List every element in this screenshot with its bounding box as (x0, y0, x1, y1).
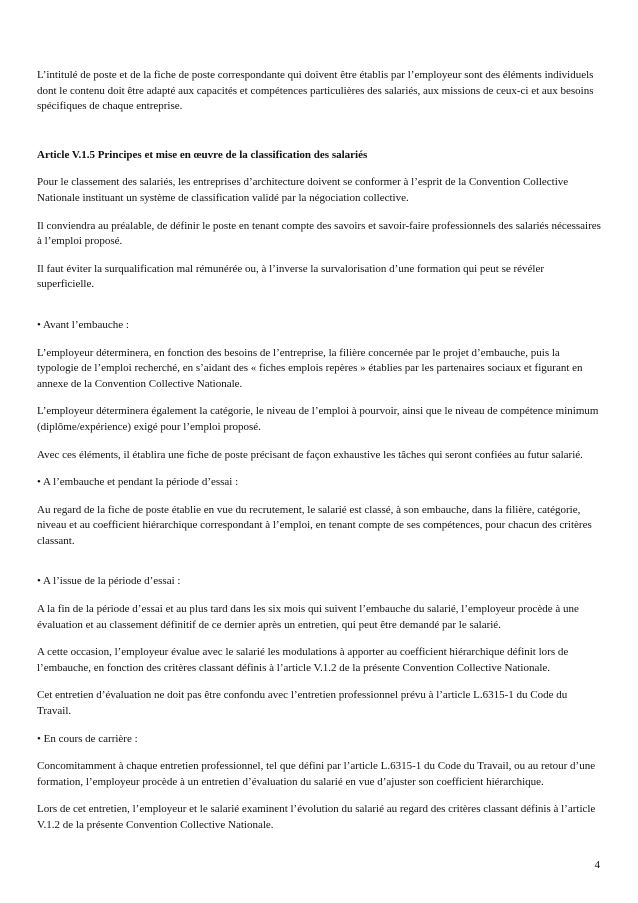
paragraph-intro: L’intitulé de poste et de la fiche de poste correspondante qui doivent être établis par l’employeur sont des éléments individuels dont le contenu doit être adapté aux capacités et compétences particulières des salariés, aux missions de ceux-ci et aux besoins spécifiques de chaque entreprise. (37, 69, 594, 113)
paragraph-fin-essai: A la fin de la période d’essai et au plus tard dans les six mois qui suivent l’embauche du salarié, l’employeur procède à une évaluation et au classement définitif de ce dernier après un entretien, qui peut être demandé par le salarié. (37, 603, 579, 631)
paragraph-prealable: Il conviendra au préalable, de définir le poste en tenant compte des savoirs et savoir-faire professionnels des salariés nécessaires à l’emploi proposé. (37, 219, 601, 248)
article-heading: Article V.1.5 Principes et mise en œuvre de la classification des salariés (37, 148, 368, 161)
paragraph-entretien-evaluation: Cet entretien d’évaluation ne doit pas être confondu avec l’entretien professionnel prévu à l’article L.6315-1 du Code du Travail. (37, 689, 568, 718)
bullet-avant-embauche: • Avant l’embauche : (37, 318, 129, 331)
paragraph-surqualification: Il faut éviter la surqualification mal rémunérée ou, à l’inverse la survalorisation d’une formation qui peut se révéler superficielle. (37, 262, 545, 291)
paragraph-categorie: L’employeur déterminera également la catégorie, le niveau de l’emploi à pourvoir, ainsi que le niveau de compétence minimum (diplôme/expérience) exigé pour l’emploi proposé. (37, 405, 599, 433)
bullet-cours-carriere: • En cours de carrière : (37, 732, 138, 745)
paragraph-occasion: A cette occasion, l’employeur évalue avec le salarié les modulations à apporter au coefficient hiérarchique définit lors de l’embauche, en fonction des critères classant définis à l’article V.1.2 de la présente Convention Collective Nationale. (37, 646, 569, 674)
paragraph-concomitamment: Concomitamment à chaque entretien professionnel, tel que défini par l’article L.6315-1 du Code du Travail, ou au retour d’une formation, l’employeur procède à un entretien d’évaluation du salarié en vue d’ajuster son coefficient hiérarchique. (37, 760, 596, 788)
paragraph-classement-embauche: Au regard de la fiche de poste établie en vue du recrutement, le salarié est classé, à son embauche, dans la filière, catégorie, niveau et au coefficient hiérarchique correspondant à l’emploi, en tenant compte de ses compétences, pour chacun des critères classant. (37, 503, 592, 547)
paragraph-classement: Pour le classement des salariés, les entreprises d’architecture doivent se conformer à l’esprit de la Convention Collective Nationale instituant un système de classification validé par la négociation collective. (37, 176, 569, 204)
paragraph-fiche-poste: Avec ces éléments, il établira une fiche de poste précisant de façon exhaustive les tâches qui seront confiées au futur salarié. (37, 448, 583, 461)
document-page (37, 68, 603, 846)
page-number: 4 (594, 859, 600, 871)
paragraph-lors-entretien: Lors de cet entretien, l’employeur et le salarié examinent l’évolution du salarié au regard des critères classant définis à l’article V.1.2 de la présente Convention Collective Nationale. (37, 803, 596, 831)
paragraph-filiere: L’employeur déterminera, en fonction des besoins de l’entreprise, la filière concernée par le projet d’embauche, puis la typologie de l’emploi recherché, en s’aidant des « fiches emplois repères » établies par les partenaires sociaux et figurant en annexe de la Convention Collective Nationale. (37, 346, 583, 390)
bullet-issue-essai: • A l’issue de la période d’essai : (37, 575, 181, 588)
bullet-embauche-essai: • A l’embauche et pendant la période d’essai : (37, 476, 239, 489)
